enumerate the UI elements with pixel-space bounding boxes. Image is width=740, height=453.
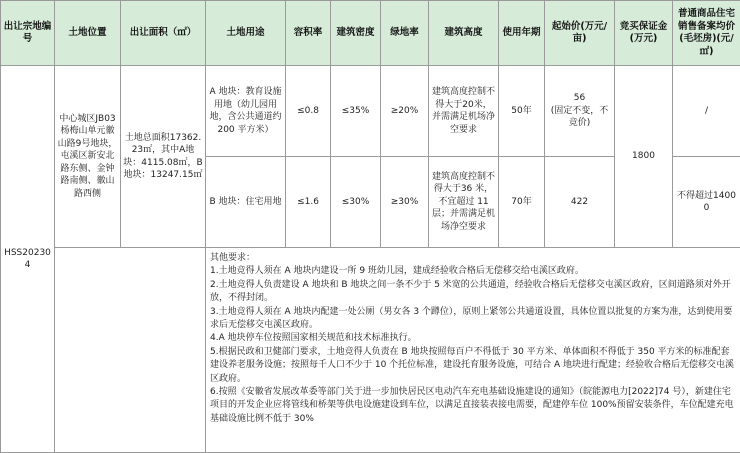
header-use: 土地用途 xyxy=(206,1,286,66)
notes-title: 其他要求： xyxy=(210,252,736,265)
plot-b-far: ≤1.6 xyxy=(286,157,331,248)
plot-a-density: ≤35% xyxy=(331,66,381,157)
notes-left-blank xyxy=(55,248,206,453)
header-start-price: 起始价(万元/亩) xyxy=(545,1,615,66)
plot-a-sale-price: / xyxy=(673,66,740,157)
note-item: 1.土地竞得人须在 A 地块内建设一所 9 班幼儿园，建成经验收合格后无偿移交给屯溪区政府。 xyxy=(210,265,736,278)
plot-a-height: 建筑高度控制不得大于20米，并需满足机场净空要求 xyxy=(429,66,499,157)
plot-b-green: ≥30% xyxy=(381,157,429,248)
note-item: 3.土地竞得人须在 A 地块内配建一处公厕（男女各 3 个蹲位），原则上紧邻公共通道设置，具体位置以批复的方案为准，达到使用要求后无偿移交屯溪区政府。 xyxy=(210,306,736,333)
note-item: 6.按照《安徽省发展改革委等部门关于进一步加快居民区电动汽车充电基础设施建设的通知》（皖能源电力[2022]74 号），新建住宅项目的开发企业应将管线和桥架等供电设施建设到车位，以满足直接装表接电需要，配建停车位 100%预留安装条件，车位配建充电基础设施比例不低于 30% xyxy=(210,386,736,426)
area-cell: 土地总面积17362.23㎡，其中A地块：4115.08㎡，B地块：13247.15㎡ xyxy=(121,66,206,248)
location-cell: 中心城区JB03 杨梅山单元徽山路9号地块，屯溪区新安北路东侧、金钟路南侧、徽山路西侧 xyxy=(55,66,121,248)
header-green: 绿地率 xyxy=(381,1,429,66)
plot-a-start-price-value: 56 xyxy=(547,92,612,105)
header-density: 建筑密度 xyxy=(331,1,381,66)
header-location: 土地位置 xyxy=(55,1,121,66)
header-term: 使用年期 xyxy=(499,1,545,66)
other-requirements xyxy=(206,248,740,453)
note-item: 5.根据民政和卫健部门要求，土地竞得人负责在 B 地块按照每百户不得低于 30 平方米、单体面积不得低于 350 平方米的标准配套建设养老服务设施；按照每千人口不少于 10 个托位标准，建设托育服务设施，可结合 A 地块进行配建；经验收合格后无偿移交屯溪区政府。 xyxy=(210,346,736,386)
plot-a-use: A 地块：教育设施用地（幼儿园用地，含公共通道约200 平方米） xyxy=(206,66,286,157)
plot-a-green: ≥20% xyxy=(381,66,429,157)
plot-a-start-price xyxy=(545,66,615,157)
parcel-no-cell: HSS202304 xyxy=(1,66,55,453)
header-area: 出让面积（㎡） xyxy=(121,1,206,66)
header-far: 容积率 xyxy=(286,1,331,66)
plot-b-height: 建筑高度控制不得大于36 米，不宜超过 11 层；并需满足机场净空要求 xyxy=(429,157,499,248)
plot-b-density: ≤30% xyxy=(331,157,381,248)
plot-a-row xyxy=(1,66,740,157)
plot-a-start-price-note: (固定不变，不竞价) xyxy=(547,105,612,130)
plot-a-far: ≤0.8 xyxy=(286,66,331,157)
plot-b-sale-price: 不得超过14000 xyxy=(673,157,740,248)
notes-row xyxy=(1,248,740,453)
plot-a-term: 50年 xyxy=(499,66,545,157)
plot-b-use: B 地块：住宅用地 xyxy=(206,157,286,248)
note-item: 2.土地竞得人负责建设 A 地块和 B 地块之间一条不少于 5 米宽的公共通道，经验收合格后无偿移交屯溪区政府，区间道路须对外开放，不得封闭。 xyxy=(210,279,736,306)
note-item: 4.A 地块停车位按照国家相关规范和技术标准执行。 xyxy=(210,332,736,345)
plot-b-term: 70年 xyxy=(499,157,545,248)
plot-b-start-price: 422 xyxy=(545,157,615,248)
header-height: 建筑高度 xyxy=(429,1,499,66)
header-parcel-no: 出让宗地编号 xyxy=(1,1,55,66)
header-sale-price: 普通商品住宅销售备案均价(毛坯房)(元/㎡) xyxy=(673,1,740,66)
header-row xyxy=(1,1,740,66)
header-deposit: 竞买保证金(万元) xyxy=(615,1,673,66)
deposit-cell: 1800 xyxy=(615,66,673,248)
